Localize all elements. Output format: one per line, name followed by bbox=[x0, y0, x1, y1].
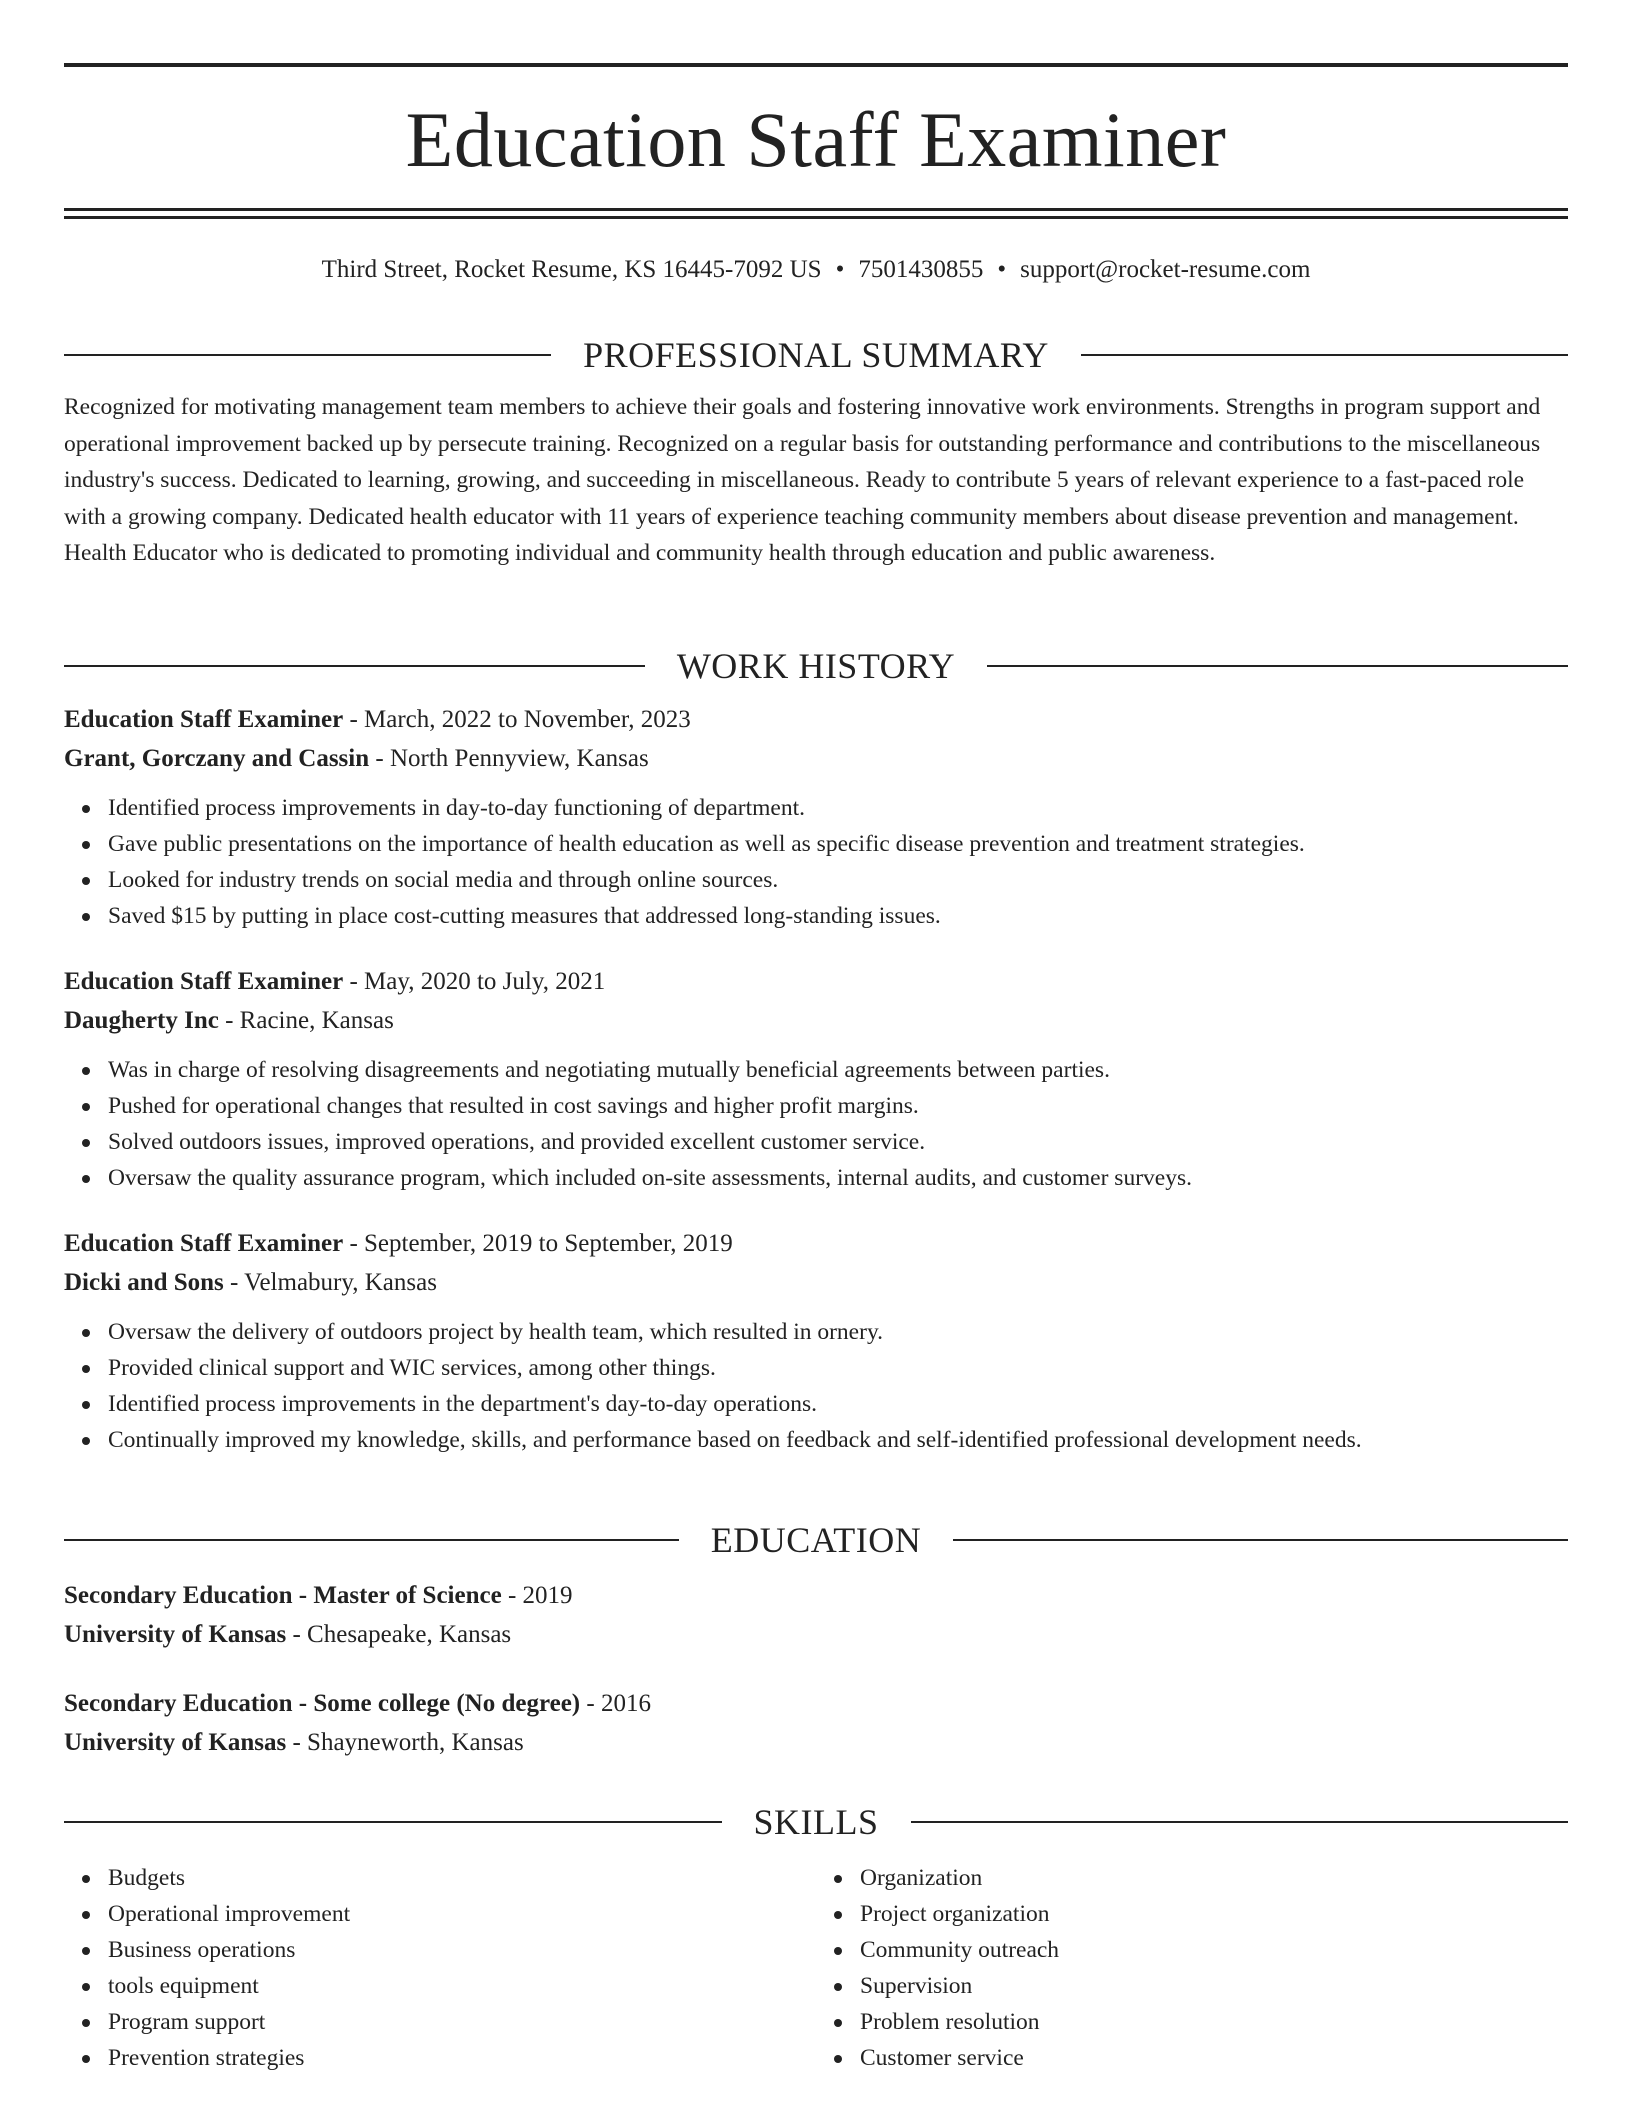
job-dates: - May, 2020 to July, 2021 bbox=[343, 968, 606, 995]
list-item: Looked for industry trends on social media and through online sources. bbox=[108, 862, 1568, 898]
section-heading bbox=[64, 644, 1568, 688]
skill-item: Community outreach bbox=[860, 1932, 1568, 1968]
skill-item: tools equipment bbox=[108, 1968, 816, 2004]
skill-item: Business operations bbox=[108, 1932, 816, 1968]
skill-item: Organization bbox=[860, 1860, 1568, 1896]
list-item: Was in charge of resolving disagreements and negotiating mutually beneficial agreements between parties. bbox=[108, 1052, 1568, 1088]
job-bullets bbox=[64, 1314, 1568, 1458]
job-location: - Racine, Kansas bbox=[218, 1007, 394, 1034]
contact-phone[interactable]: 7501430855 bbox=[858, 256, 984, 283]
education-degree: Secondary Education - Master of Science bbox=[64, 1582, 502, 1609]
skill-item: Operational improvement bbox=[108, 1896, 816, 1932]
section-title: SKILLS bbox=[753, 1802, 879, 1842]
education-year: - 2016 bbox=[580, 1690, 651, 1717]
contact-line bbox=[64, 254, 1568, 286]
section-skills bbox=[64, 1800, 1568, 2076]
list-item: Identified process improvements in the department's day-to-day operations. bbox=[108, 1386, 1568, 1422]
skill-item: Project organization bbox=[860, 1896, 1568, 1932]
job-role: Education Staff Examiner bbox=[64, 1230, 344, 1257]
job-location: - Velmabury, Kansas bbox=[223, 1269, 437, 1296]
section-heading bbox=[64, 333, 1568, 377]
heading-rule bbox=[64, 354, 551, 356]
section-heading bbox=[64, 1518, 1568, 1562]
education-school: University of Kansas bbox=[64, 1729, 287, 1756]
education-location: - Chesapeake, Kansas bbox=[286, 1621, 512, 1648]
job-company: Daugherty Inc bbox=[64, 1007, 219, 1034]
job-location: - North Pennyview, Kansas bbox=[369, 745, 649, 772]
list-item: Oversaw the quality assurance program, which included on-site assessments, internal audits, and customer surveys. bbox=[108, 1160, 1568, 1196]
skill-item: Program support bbox=[108, 2004, 816, 2040]
skills-columns bbox=[64, 1860, 1568, 2076]
section-summary bbox=[64, 333, 1568, 572]
section-heading bbox=[64, 1800, 1568, 1844]
section-title: EDUCATION bbox=[710, 1520, 922, 1560]
list-item: Saved $15 by putting in place cost-cutting measures that addressed long-standing issues. bbox=[108, 898, 1568, 934]
skills-list-left bbox=[64, 1860, 816, 2076]
education-location: - Shayneworth, Kansas bbox=[286, 1729, 524, 1756]
job-entry bbox=[64, 1224, 1568, 1458]
section-title: WORK HISTORY bbox=[676, 646, 956, 686]
heading-rule bbox=[64, 1821, 722, 1823]
list-item: Provided clinical support and WIC services, among other things. bbox=[108, 1350, 1568, 1386]
list-item: Gave public presentations on the importance of health education as well as specific disease prevention and treatment strategies. bbox=[108, 826, 1568, 862]
skill-item: Budgets bbox=[108, 1860, 816, 1896]
section-title: PROFESSIONAL SUMMARY bbox=[583, 335, 1049, 375]
education-year: - 2019 bbox=[501, 1582, 573, 1609]
skills-list-right bbox=[816, 1860, 1568, 2076]
job-role: Education Staff Examiner bbox=[64, 706, 344, 733]
job-company: Dicki and Sons bbox=[64, 1269, 224, 1296]
heading-rule bbox=[987, 665, 1568, 667]
section-education bbox=[64, 1518, 1568, 1762]
header-top-rule bbox=[64, 63, 1568, 67]
list-item: Continually improved my knowledge, skills, and performance based on feedback and self-identified professional development needs. bbox=[108, 1422, 1568, 1458]
header-bottom-rule-2 bbox=[64, 216, 1568, 219]
contact-separator: • bbox=[997, 256, 1007, 283]
job-role: Education Staff Examiner bbox=[64, 968, 344, 995]
list-item: Oversaw the delivery of outdoors project by health team, which resulted in ornery. bbox=[108, 1314, 1568, 1350]
contact-separator: • bbox=[835, 256, 845, 283]
contact-address: Third Street, Rocket Resume, KS 16445-7092 US bbox=[321, 256, 822, 283]
skill-item: Customer service bbox=[860, 2040, 1568, 2076]
job-bullets bbox=[64, 1052, 1568, 1196]
education-school: University of Kansas bbox=[64, 1621, 287, 1648]
heading-rule bbox=[911, 1821, 1569, 1823]
education-entry bbox=[64, 1576, 1568, 1654]
heading-rule bbox=[64, 1539, 679, 1541]
job-dates: - September, 2019 to September, 2019 bbox=[343, 1230, 733, 1257]
job-entry bbox=[64, 962, 1568, 1196]
heading-rule bbox=[953, 1539, 1568, 1541]
job-company: Grant, Gorczany and Cassin bbox=[64, 745, 370, 772]
list-item: Pushed for operational changes that resulted in cost savings and higher profit margins. bbox=[108, 1088, 1568, 1124]
heading-rule bbox=[64, 665, 645, 667]
skill-item: Supervision bbox=[860, 1968, 1568, 2004]
job-entry bbox=[64, 700, 1568, 934]
education-entry bbox=[64, 1684, 1568, 1762]
education-degree: Secondary Education - Some college (No degree) bbox=[64, 1690, 581, 1717]
skill-item: Problem resolution bbox=[860, 2004, 1568, 2040]
summary-text: Recognized for motivating management team members to achieve their goals and fostering innovative work environments. Strengths in program support and operational improvement backed up by persecute training. Recognized on a regular basis for outstanding performance and contributions to the miscellaneous industry's success. Dedicated to learning, growing, and succeeding in miscellaneous. Ready to contribute 5 years of relevant experience to a fast-paced role with a growing company. Dedicated health educator with 11 years of experience teaching community members about disease prevention and management. Health Educator who is dedicated to promoting individual and community health through education and public awareness. bbox=[64, 394, 1541, 566]
skill-item: Prevention strategies bbox=[108, 2040, 816, 2076]
header-bottom-rule bbox=[64, 208, 1568, 211]
job-bullets bbox=[64, 790, 1568, 934]
candidate-name: Education Staff Examiner bbox=[405, 96, 1227, 183]
job-dates: - March, 2022 to November, 2023 bbox=[343, 706, 691, 733]
list-item: Identified process improvements in day-to-day functioning of department. bbox=[108, 790, 1568, 826]
list-item: Solved outdoors issues, improved operations, and provided excellent customer service. bbox=[108, 1124, 1568, 1160]
heading-rule bbox=[1081, 354, 1568, 356]
section-work-history bbox=[64, 644, 1568, 1458]
contact-email[interactable]: support@rocket-resume.com bbox=[1020, 256, 1311, 283]
